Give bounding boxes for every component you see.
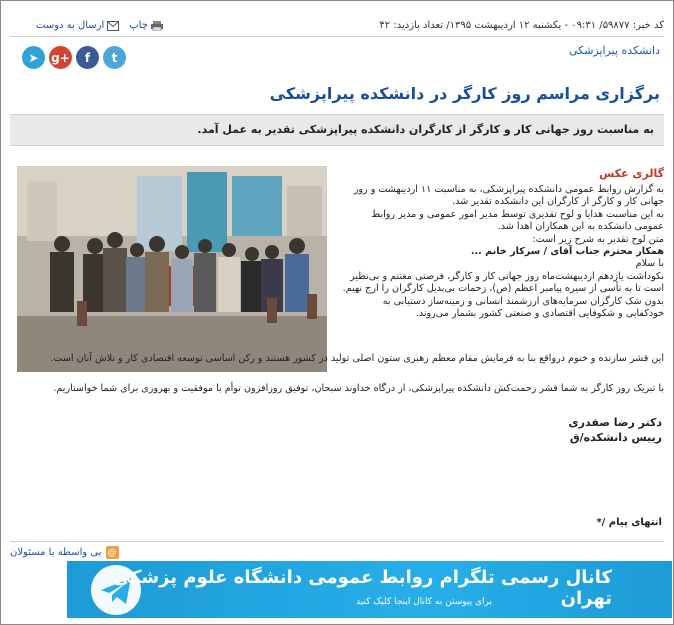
- telegram-channel-banner[interactable]: [67, 561, 672, 618]
- twitter-share-icon[interactable]: t: [103, 46, 126, 69]
- body-paragraph: به این مناسبت هدایا و لوح تقدیری توسط مدیر امور عمومی و مدیر روابط عمومی دانشکده به این همکاران اهدا شد.: [371, 208, 664, 233]
- letter-salutation: همکار محترم جناب آقای / سرکار خانم ...: [470, 246, 664, 258]
- facebook-share-icon[interactable]: f: [76, 46, 99, 69]
- banner-title: کانال رسمی تلگرام روابط عمومی دانشگاه علوم پزشکی تهران: [112, 567, 612, 609]
- lead-text: به مناسبت روز جهانی کار و کارگر از کارگران دانشکده پیراپزشکی تقدیر به عمل آمد.: [197, 123, 654, 136]
- letter-text-wide: این قشر سازنده و خنوم درواقع بنا به فرمایش مقام معظم رهبری ستون اصلی تولید در کشور هستند و رکن اساسی توسعه اقتصادی کار و تلاش آنان است.: [50, 353, 664, 364]
- article-actions: [36, 20, 163, 31]
- news-meta: کد خبر: ۵۹۸۷۷/ ۰۹:۳۱ - یکشنبه ۱۲ اردیبهشت ۱۳۹۵/ تعداد بازدید: ۴۲: [379, 20, 664, 31]
- print-label: چاپ: [129, 20, 148, 31]
- body-paragraph: به گزارش روابط عمومی دانشکده پیراپزشکی، به مناسبت ۱۱ اردیبهشت و روز جهانی کار و کارگر از کارگران این دانشکده تقدیر شد.: [353, 184, 664, 208]
- footer-divider: [10, 541, 664, 542]
- body-paragraph: متن لوح تقدیر به شرح زیر است:: [532, 233, 664, 245]
- letter-closing: با تبریک روز کارگر به شما قشر زحمت‌کش دانشکده پیراپزشکی، از درگاه خداوند سبحان، توفیق روزافزون توأم با موفقیت و بهروزی برای شما خواستاریم.: [53, 383, 664, 394]
- responsible-label: بی واسطه با مسئولان: [10, 547, 102, 558]
- category-link[interactable]: دانشکده پیراپزشکی: [568, 44, 660, 57]
- at-sign-icon: @: [107, 547, 117, 558]
- letter-greeting: با سلام: [635, 258, 664, 270]
- send-to-friend-button[interactable]: [36, 20, 119, 31]
- send-label: ارسال به دوست: [36, 20, 105, 31]
- printer-icon: [151, 21, 163, 31]
- article-toolbar: [10, 18, 664, 36]
- signer-name: دکتر رضا صفدری: [568, 416, 662, 429]
- group-photo-image: [17, 166, 327, 372]
- print-button[interactable]: [129, 20, 163, 31]
- banner-subtitle: برای پیوستن به کانال اینجا کلیک کنید: [355, 597, 492, 607]
- telegram-share-icon[interactable]: ➤: [22, 46, 45, 69]
- article-body: [342, 184, 664, 320]
- header-divider: [10, 36, 664, 37]
- end-of-message: انتهای پیام /*: [596, 517, 662, 528]
- google-plus-share-icon[interactable]: g+: [49, 46, 72, 69]
- article-photo[interactable]: [17, 166, 327, 372]
- gallery-link[interactable]: گالری عکس: [599, 167, 664, 180]
- article-lead: [10, 114, 664, 146]
- article-title: برگزاری مراسم روز کارگر در دانشکده پیراپزشکی: [269, 84, 660, 103]
- letter-text: نکوداشت یازدهم اردیبهشت‌ماه روز جهانی کار و کارگر، فرصتی مغتنم و بی‌نظیر است تا به تأسی از سیره پیامبر اعظم (ص)، زحمات بی‌بدیل کارگران را ارج نهیم. بدون شک کارگران سرمایه‌های ارزشمند انسانی و زمینه‌ساز دستیابی به خودکفایی و شکوفایی اقتصادی و صنعتی کشور بشمار می‌روند.: [342, 270, 664, 320]
- social-share-bar: [22, 46, 126, 69]
- signer-title: رییس دانشکده/ق: [569, 431, 662, 444]
- responsible-link[interactable]: [10, 546, 119, 559]
- envelope-icon: [107, 21, 119, 31]
